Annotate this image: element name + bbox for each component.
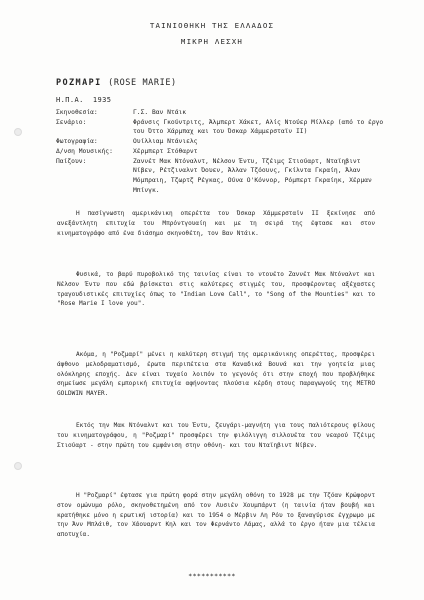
credit-label: Φωτογραφία: bbox=[56, 138, 98, 146]
credit-row-photography bbox=[56, 137, 386, 147]
credit-value: Φράνσις Γκούντριτς, Άλμπερτ Χάκετ, Αλίς Ντούερ Μίλλερ (από το έργο του Όττο Χάρμπαχ και του Όσκαρ Χάμμερσταϊν ΙΙ) bbox=[133, 118, 384, 136]
paragraph-success: Ακόμα, η "Ροζμαρί" μένει η καλύτερη στιγμή της αμερικάνικης οπερέττας, προσφέρει άφθονο μελοδραματισμό, έρωτα περιπέτεια στα Καναδικά Βουνά και την γοητεία μιας ολόκληρης εποχής. Δεν είναι τυχαίο λοιπόν το γεγονός ότι στην εποχή που προβλήθηκε σημείωσε μεγάλη εμπορική επιτυχία αφήνοντας πλούσια κέρδη στους παραγωγούς της METRO GOLDWIN MAYER. bbox=[57, 351, 375, 398]
footer-separator: *********** bbox=[188, 572, 236, 580]
film-original-title: (ROSE MARIE) bbox=[108, 78, 177, 88]
film-title: ΡΟΖΜΑΡΙ bbox=[56, 78, 102, 88]
film-title-line bbox=[56, 78, 177, 88]
credit-row-screenplay bbox=[56, 118, 386, 137]
credit-row-cast bbox=[56, 157, 386, 196]
credit-label: Δ/νση Μουσικής: bbox=[56, 147, 113, 155]
header-organization: ΤΑΙΝΙΟΘΗΚΗ ΤΗΣ ΕΛΛΑΔΟΣ bbox=[149, 21, 275, 30]
credit-label: Σκηνοθεσία: bbox=[56, 109, 98, 116]
credit-label: Σενάριο: bbox=[56, 118, 87, 126]
credit-value: Γ.Σ. Βαν Ντάικ bbox=[133, 109, 187, 116]
film-country-year: Η.Π.Α. 1935 bbox=[56, 96, 112, 104]
credit-row-director bbox=[56, 108, 386, 118]
paragraph-songs: Φυσικά, το βαρύ πυροβολικό της ταινίας είναι το ντουέτο Ζαννέτ Μακ Ντόναλντ και Νέλσον Έντυ που εδώ βρίσκεται στις καλύτερες στιγμές του, προσφέροντας αξέχαστες τραγουδιστικές επιτυχίες όπως το "Indian Love Call", το "Song of the Mounties" και το "Rose Marie I love you". bbox=[57, 271, 375, 308]
credit-row-music bbox=[56, 147, 386, 157]
credit-value: Ουίλλιαμ Ντάνιελς bbox=[133, 138, 198, 146]
punch-hole bbox=[14, 462, 22, 470]
credit-label: Παίζουν: bbox=[56, 157, 87, 165]
paragraph-cast: Εκτός την Μακ Ντόναλντ και του Έντυ, ζευγάρι-μαγνήτη για τους παλιότερους φίλους του κινηματογράφου, η "Ροζμαρί" προσφέρει την φιλόλιγγη σιλλουέτα του νεαρού Τζέιμς Στιούαρτ - στην πρώτη του εμφάνιση στην οθόνη- και του Νταϊηβιντ Νίβεν. bbox=[57, 422, 375, 449]
credit-value: Χέρμπερτ Στόθαρντ bbox=[133, 147, 198, 155]
header-club: ΜΙΚΡΗ ΛΕΣΧΗ bbox=[180, 37, 244, 46]
credit-value: Ζαννέτ Μακ Ντόναλντ, Νέλσον Έντυ, Τζέιμς Στιούαρτ, Νταϊηβιντ Νίβεν, Ρέτζιναλντ Όουεν, Άλλαν Τζόουνς, Γκίλντα Γκραίη, Άλαν Μόμπραιη, Τζωρτζ Ρέγκας, Ούνα Ο'Κόννορ, Ρόμπερτ Γκραίηκ, Χέρμαν Μπίνγκ. bbox=[133, 157, 372, 194]
credits-block bbox=[56, 108, 386, 195]
paragraph-versions: Η "Ροζμαρί" έφτασε για πρώτη φορά στην μεγάλη οθόνη το 1928 με την Τζόαν Κρώφορντ στον ομώνυμο ρόλο, σκηνοθετημένη από τον Λυσιέν Χουμπάρντ (η ταινία ήταν βουβή και κρατήθηκε μόνο η ερωτική ιστορία) και το 1954 ο Μέρβιν Λη Ρόυ το ξαναγύρισε έγχρωμο με την Άνν Μπλάιθ, τον Χάουαρντ Κηλ και τον Φερνάντο Λάμας, αλλά το έργο ήταν μια τέλεια αποτυχία. bbox=[57, 492, 375, 539]
punch-hole bbox=[14, 128, 22, 136]
paragraph-intro: Η πασίγνωστη αμερικάνικη οπερέττα του Όσκαρ Χάμμερσταϊν ΙΙ ξεκίνησε από ανεξάντλητη επιτυχία του Μπρόντγουαίη και με τη σειρά της έφτασε και στον κινηματογράφο από ένα διάσημο σκηνοθέτη, τον Βαν Ντάικ. bbox=[57, 210, 375, 237]
